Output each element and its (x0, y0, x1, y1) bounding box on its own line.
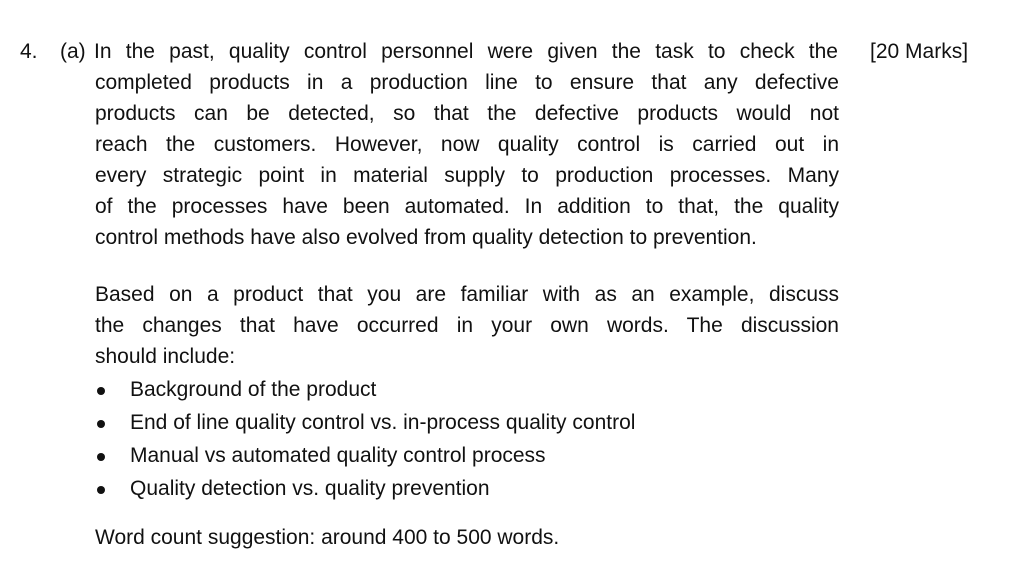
paragraph-1-line: products can be detected, so that the defective products would not (95, 102, 839, 125)
bullet-icon (97, 420, 105, 428)
paragraph-1-line: reach the customers. However, now quality control is carried out in (95, 133, 839, 156)
paragraph-1-line: of the processes have been automated. In addition to that, the quality (95, 195, 839, 218)
question-part-label: (a) (60, 40, 86, 63)
list-item-text: Manual vs automated quality control process (130, 444, 546, 467)
discussion-points-list (95, 374, 635, 506)
paragraph-1-line: completed products in a production line to ensure that any defective (95, 71, 839, 94)
paragraph-2-line: Based on a product that you are familiar with as an example, discuss (95, 283, 839, 306)
paragraph-1-line: every strategic point in material supply to production processes. Many (95, 164, 839, 187)
paragraph-1-line: control methods have also evolved from quality detection to prevention. (95, 226, 757, 249)
bullet-icon (97, 486, 105, 494)
question-number: 4. (20, 40, 38, 63)
list-item (95, 374, 635, 407)
bullet-icon (97, 387, 105, 395)
marks-label: [20 Marks] (870, 40, 969, 63)
list-item (95, 407, 635, 440)
word-count-suggestion: Word count suggestion: around 400 to 500 words. (95, 526, 560, 549)
list-item-text: End of line quality control vs. in-process quality control (130, 411, 636, 434)
list-item (95, 473, 635, 506)
list-item-text: Background of the product (130, 378, 377, 401)
paragraph-2-line: should include: (95, 345, 236, 368)
question-paragraph-1 (95, 36, 839, 253)
paragraph-2-line: the changes that have occurred in your own words. The discussion (95, 314, 839, 337)
list-item (95, 440, 635, 473)
question-paragraph-2 (95, 279, 839, 372)
bullet-icon (97, 453, 105, 461)
list-item-text: Quality detection vs. quality prevention (130, 477, 490, 500)
paragraph-1-line: In the past, quality control personnel were given the task to check the (94, 40, 838, 63)
